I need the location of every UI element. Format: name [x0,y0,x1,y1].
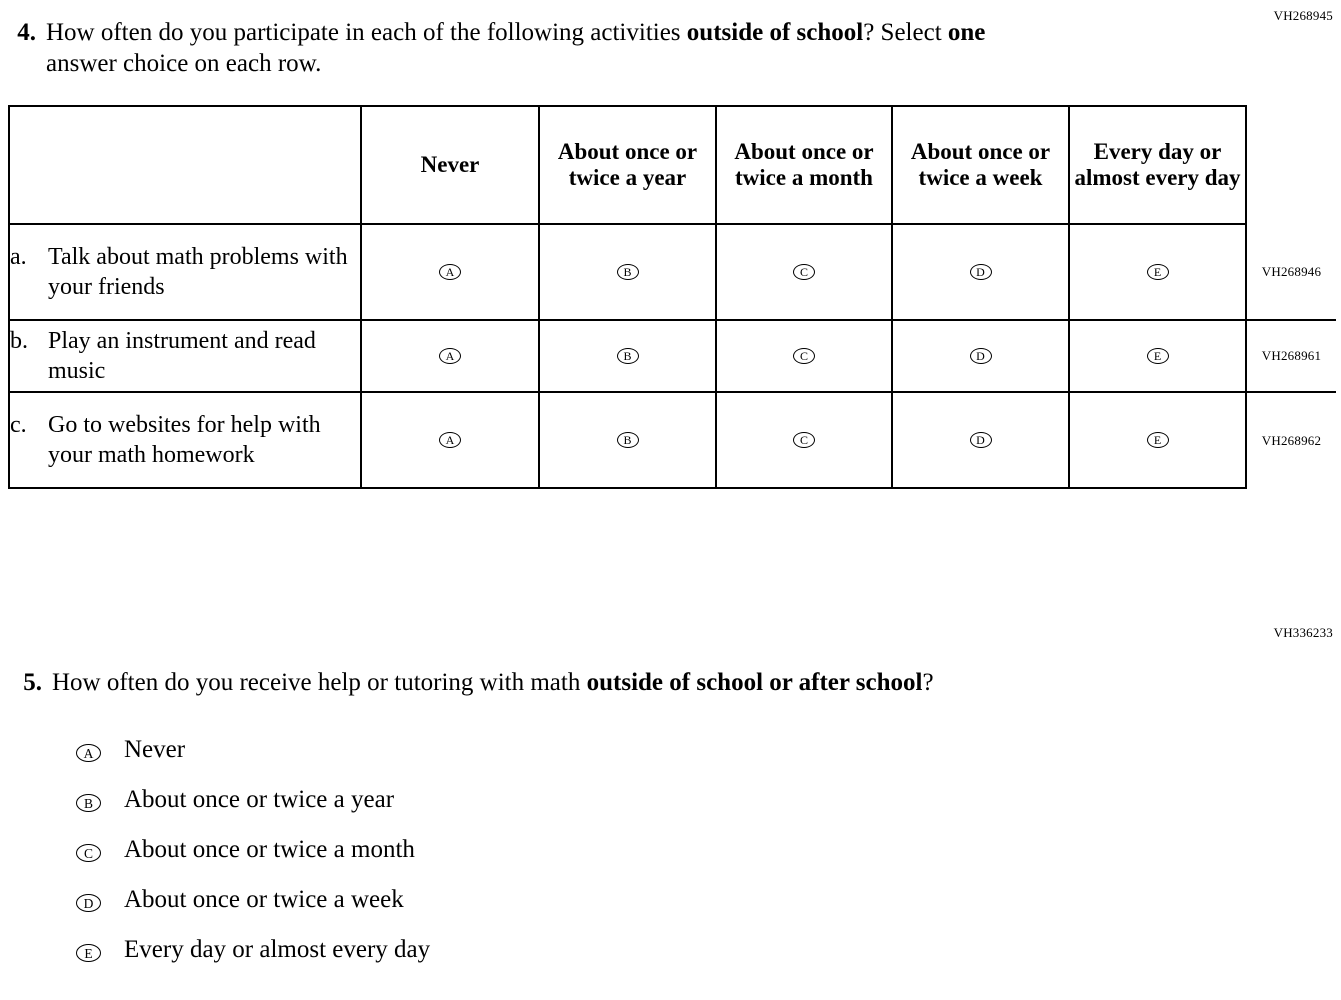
option-bubble-d-wrap[interactable] [76,886,124,914]
question-5-text [52,668,1027,699]
matrix-row-b-option-b[interactable] [539,320,716,392]
q4-text-bold2: one [947,19,986,46]
matrix-row-c-option-e[interactable] [1069,392,1246,488]
matrix-row-a-code: VH268946 [1246,224,1336,320]
matrix-row-c-option-b[interactable] [539,392,716,488]
matrix-row-b-option-d[interactable] [892,320,1069,392]
matrix-header-blank [9,106,361,224]
option-bubble-e-wrap[interactable] [76,936,124,964]
matrix-header-week: About once or twice a week [892,106,1069,224]
q5-text-bold1: outside of school or after school [586,669,923,696]
option-bubble-c-wrap[interactable] [76,836,124,864]
bubble-e[interactable]: E [76,944,101,962]
option-label-e: Every day or almost every day [124,935,431,963]
q5-text-part2: ? [922,669,934,696]
bubble-c[interactable]: C [793,432,815,448]
matrix-row-c-stem [9,392,361,488]
option-row-c[interactable] [76,825,1341,875]
matrix-row-a-stem [9,224,361,320]
q4-text-bold1: outside of school [686,19,864,46]
matrix-row-c-option-d[interactable] [892,392,1069,488]
matrix-row-c-code: VH268962 [1246,392,1336,488]
matrix-row-a-letter: a. [10,243,27,270]
option-row-b[interactable] [76,775,1341,825]
question-5-header [0,668,1341,699]
matrix-row-b-option-a[interactable] [361,320,539,392]
option-bubble-b-wrap[interactable] [76,786,124,814]
matrix-header-month: About once or twice a month [716,106,892,224]
bubble-a[interactable]: A [439,432,461,448]
question-4-block [0,0,1341,489]
item-code-q5: VH336233 [1273,625,1333,640]
matrix-row-a-option-e[interactable] [1069,224,1246,320]
q4-text-part2: ? Select [863,19,948,46]
item-code-q4: VH268945 [1273,8,1333,23]
matrix-row-a-option-b[interactable] [539,224,716,320]
matrix-row-b-code: VH268961 [1246,320,1336,392]
bubble-e[interactable]: E [1147,432,1169,448]
bubble-d[interactable]: D [970,264,992,280]
bubble-d[interactable]: D [970,348,992,364]
matrix-row-b-option-e[interactable] [1069,320,1246,392]
bubble-c[interactable]: C [793,264,815,280]
bubble-c[interactable]: C [793,348,815,364]
option-row-d[interactable] [76,875,1341,925]
question-4-text [46,18,1021,79]
bubble-d[interactable]: D [76,894,101,912]
option-row-e[interactable] [76,925,1341,975]
bubble-c[interactable]: C [76,844,101,862]
option-bubble-a-wrap[interactable] [76,736,124,764]
matrix-row-a-label: Talk about math problems with your friends [48,243,348,300]
matrix-header-daily: Every day or almost every day [1069,106,1246,224]
bubble-b[interactable]: B [617,264,639,280]
bubble-e[interactable]: E [1147,348,1169,364]
option-label-d: About once or twice a week [124,885,404,913]
matrix-row-c-option-c[interactable] [716,392,892,488]
q4-text-part3: answer choice on each row. [46,49,322,77]
option-row-a[interactable] [76,725,1341,775]
matrix-row-b-stem [9,320,361,392]
bubble-b[interactable]: B [76,794,101,812]
q4-text-part1: How often do you participate in each of the following activities [46,19,687,46]
question-5-block [0,668,1341,975]
bubble-a[interactable]: A [76,744,101,762]
matrix-row-c-option-a[interactable] [361,392,539,488]
matrix-row-c-label: Go to websites for help with your math homework [48,411,321,468]
option-label-c: About once or twice a month [124,835,415,863]
matrix-row-b-option-c[interactable] [716,320,892,392]
bubble-a[interactable]: A [439,348,461,364]
matrix-header-never: Never [361,106,539,224]
matrix-row-a-option-d[interactable] [892,224,1069,320]
option-label-b: About once or twice a year [124,785,395,813]
bubble-b[interactable]: B [617,348,639,364]
table-row [9,224,1336,320]
matrix-header-code-spacer [1246,106,1336,224]
bubble-a[interactable]: A [439,264,461,280]
question-4-matrix-table [8,105,1336,489]
matrix-row-a-option-c[interactable] [716,224,892,320]
option-label-a: Never [124,735,186,763]
question-5-number: 5. [23,669,42,696]
q5-text-part1: How often do you receive help or tutoring with math [52,669,587,696]
matrix-row-a-option-a[interactable] [361,224,539,320]
bubble-e[interactable]: E [1147,264,1169,280]
question-5-options [76,725,1341,975]
question-4-header [0,0,1341,79]
matrix-row-b-letter: b. [10,327,28,354]
bubble-d[interactable]: D [970,432,992,448]
matrix-header-year: About once or twice a year [539,106,716,224]
matrix-row-b-label: Play an instrument and read music [48,327,316,384]
table-row [9,392,1336,488]
question-4-number: 4. [17,19,36,46]
matrix-row-c-letter: c. [10,411,27,438]
matrix-header-row [9,106,1336,224]
table-row [9,320,1336,392]
bubble-b[interactable]: B [617,432,639,448]
